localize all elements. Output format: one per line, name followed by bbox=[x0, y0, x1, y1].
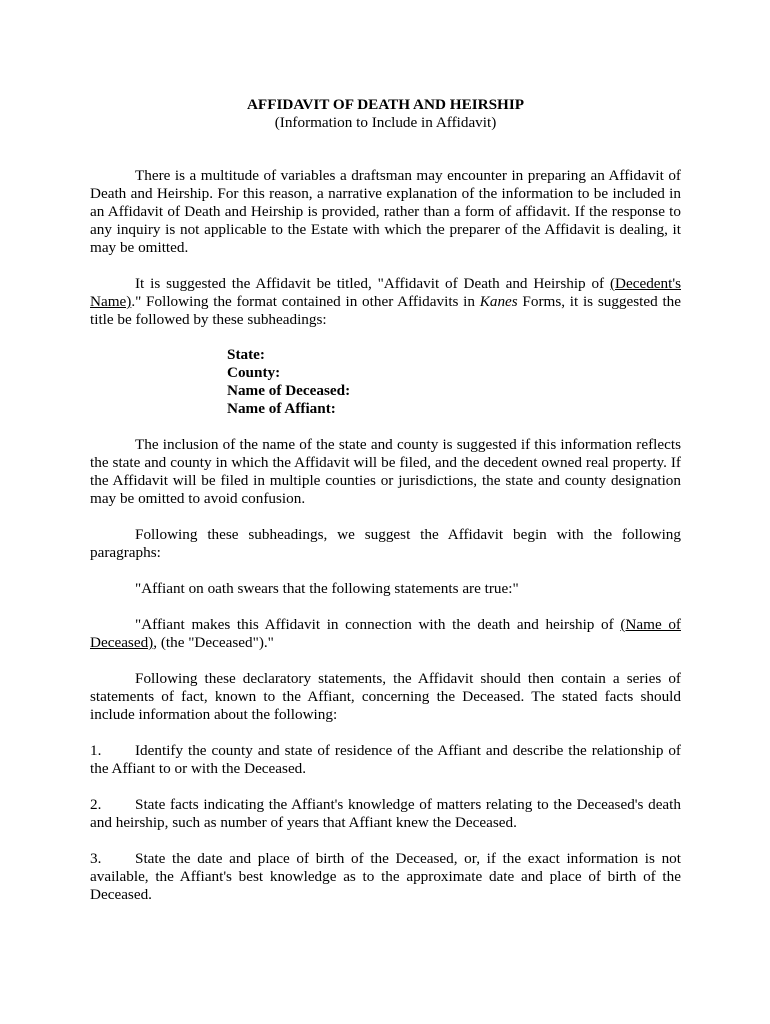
document-title: AFFIDAVIT OF DEATH AND HEIRSHIP bbox=[246, 96, 525, 113]
paragraph-oath: "Affiant on oath swears that the following statements are true:" bbox=[135, 580, 519, 597]
item-text: Identify the county and state of residence of the Affiant and describe the relationship of the Affiant to or with the Deceased. bbox=[90, 742, 681, 777]
item-number: 2. bbox=[90, 796, 102, 813]
paragraph-declaratory: Following these declaratory statements, the Affidavit should then contain a series of statements of fact, known to the Affiant, concerning the Deceased. The stated facts should include information about the following: bbox=[90, 670, 681, 723]
item-text: State facts indicating the Affiant's knowledge of matters relating to the Deceased's death and heirship, such as number of years that Affiant knew the Deceased. bbox=[90, 796, 681, 831]
text-segment: ." Following the format contained in other Affidavits in bbox=[131, 293, 480, 310]
paragraph-title-suggestion bbox=[90, 275, 681, 329]
document-body bbox=[90, 96, 681, 904]
document-subtitle: (Information to Include in Affidavit) bbox=[274, 114, 497, 131]
title-block bbox=[90, 96, 681, 132]
placeholder-decedent-name: (Decedent's Name) bbox=[90, 275, 681, 310]
numbered-item-3 bbox=[90, 850, 681, 904]
paragraph-begin: Following these subheadings, we suggest the Affidavit begin with the following paragraphs: bbox=[90, 526, 681, 561]
numbered-item-1 bbox=[90, 742, 681, 778]
subheading-name-of-affiant: Name of Affiant: bbox=[227, 400, 336, 417]
paragraph-affiant-statement bbox=[90, 616, 681, 652]
text-segment: "Affiant makes this Affidavit in connection with the death and heirship of bbox=[135, 616, 621, 633]
subheadings-list bbox=[227, 346, 681, 418]
subheading-county: County: bbox=[227, 364, 281, 381]
item-number: 1. bbox=[90, 742, 102, 759]
text-segment: Forms, it is suggested the title be followed by these subheadings: bbox=[90, 293, 681, 328]
kanes-italic: Kanes bbox=[479, 293, 518, 310]
subheading-state: State: bbox=[227, 346, 265, 363]
placeholder-name-of-deceased: (Name of Deceased) bbox=[90, 616, 681, 651]
text-segment: , (the "Deceased")." bbox=[153, 634, 274, 651]
item-text: State the date and place of birth of the Deceased, or, if the exact information is not available, the Affiant's best knowledge as to the approximate date and place of birth of the Deceased. bbox=[90, 850, 681, 903]
text-segment: It is suggested the Affidavit be titled, "Affidavit of Death and Heirship of bbox=[135, 275, 610, 292]
subheading-name-of-deceased: Name of Deceased: bbox=[227, 382, 351, 399]
item-number: 3. bbox=[90, 850, 102, 867]
numbered-item-2 bbox=[90, 796, 681, 832]
paragraph-state-county: The inclusion of the name of the state and county is suggested if this information reflects the state and county in which the Affidavit will be filed, and the decedent owned real property. If the Affidavit will be filed in multiple counties or jurisdictions, the state and county designation may be omitted to avoid confusion. bbox=[90, 436, 681, 507]
paragraph-intro: There is a multitude of variables a draftsman may encounter in preparing an Affidavit of Death and Heirship. For this reason, a narrative explanation of the information to be included in an Affidavit of Death and Heirship is provided, rather than a form of affidavit. If the response to any inquiry is not applicable to the Estate with which the preparer of the Affidavit is dealing, it may be omitted. bbox=[90, 167, 681, 256]
